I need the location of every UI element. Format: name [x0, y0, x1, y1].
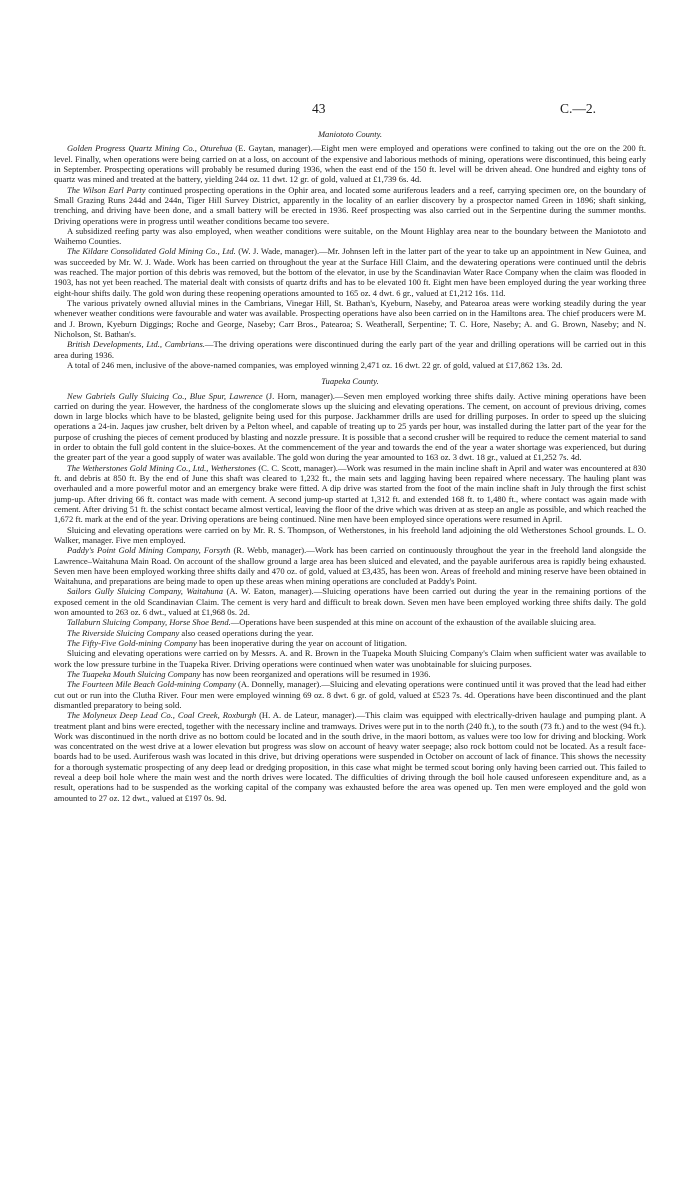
paragraph-text: —Operations have been suspended at this mine on account of the exhaustion of the available sluicing area. — [230, 617, 596, 628]
paragraph-text: continued prospecting operations in the Ophir area, and located some auriferous leaders and a reef, carrying specimen ore, on the boundary of Small Grazing Runs 244d and 244n, Tiger Hill Survey District, apparently in the locality of an earlier discovery by a prospector named Green in 1896; shaft sinking, trenching, and driving have been done, and a small battery will be erected in 1936. Reef prospecting was also carried out in the Serpentine during the summer months. Driving operations were in progress until weather conditions became too severe. — [54, 184, 646, 226]
paragraph — [54, 360, 646, 370]
company-name: The Kildare Consolidated Gold Mining Co., Ltd. — [67, 246, 236, 257]
paragraph-text: Sluicing and elevating operations were carried on by Messrs. A. and R. Brown in the Tuapeka Mouth Sluicing Company's Claim when sufficient water was available to work the low pressure turbine in the Tuapeka River. Driving operations were continued when water was unobtainable for sluicing purposes. — [54, 648, 646, 669]
paragraph — [54, 628, 646, 638]
company-name: The Molyneux Deep Lead Co., Coal Creek, Roxburgh — [67, 710, 257, 721]
paragraph-text: has been inoperative during the year on account of litigation. — [196, 638, 407, 648]
paragraph — [54, 617, 646, 627]
paragraph — [54, 339, 646, 360]
paragraph-text: (R. Webb, manager).—Work has been carried on continuously throughout the year in the freehold land alongside the Lawrence–Waitahuna Main Road. On account of the shallow ground a large area has been sluiced and elevated, and the payable auriferous area is rapidly being exhausted. Seven men have been employed working three shifts daily and 470 oz. of gold, valued at £3,435, has been won. Areas of freehold and mining reserve have been obtained in Waitahuna, and preparations are being made to open up these areas when mining operations are concluded at Paddy's Point. — [54, 545, 646, 587]
paragraph — [54, 679, 646, 710]
paragraph — [54, 226, 646, 247]
company-name: Tallaburn Sluicing Company, Horse Shoe Bend. — [67, 617, 231, 628]
paragraph-text: (C. C. Scott, manager).—Work was resumed in the main incline shaft in April and water was encountered at 830 ft. and debris at 850 ft. By the end of June this shaft was cleared to 1,232 ft., the main sets and lagging having been repaired where necessary. The hauling plant was overhauled and a more powerful motor and an emergency brake were fitted. A dip drive was started from the foot of the main incline shaft in July through the first schist jump-up. After driving 66 ft. contact was made with cement. A second jump-up started at 1,312 ft. and extended 168 ft. to 1,480 ft., where contact was again made with cement. After driving 51 ft. the schist contact became almost vertical, leaving the floor of the drive which was driven at as steep an angle as possible, and which reached the 1,672 ft. mark at the end of the year. Driving operations are being continued. Nine men have been employed since operations were resumed in April. — [54, 462, 646, 525]
paragraph-text: Sluicing and elevating operations were carried on by Mr. R. S. Thompson, of Wetherstones, in his freehold land adjoining the old Wetherstones School grounds. L. O. Walker, manager. Five men employed. — [54, 524, 646, 545]
company-name: The Fourteen Mile Beach Gold-mining Company — [67, 679, 236, 690]
paragraph — [54, 143, 646, 184]
section-reference: C.—2. — [560, 101, 597, 116]
paragraph-text: The various privately owned alluvial mines in the Cambrians, Vinegar Hill, St. Bathan's, Kyeburn, Naseby, and Patearoa areas were working steadily during the year whenever weather conditions were favourable and water was available. Prospecting operations have also been carried on in the Hamiltons area. The chief producers were M. and J. Brown, Kyeburn Diggings; Roche and George, Naseby; Carr Bros., Patearoa; S. Weatherall, Serpentine; T. C. Hore, Naseby; A. and G. Brown, Naseby; and N. Nicholson, St. Bathan's. — [54, 298, 646, 339]
company-name: The Fifty-Five Gold-mining Company — [67, 638, 197, 648]
paragraph — [54, 710, 646, 803]
paragraph-text: has now been reorganized and operations will be resumed in 1936. — [200, 668, 431, 679]
paragraph — [54, 298, 646, 339]
company-name: The Tuapeka Mouth Sluicing Company — [67, 668, 201, 679]
company-name: Sailors Gully Sluicing Company, Waitahuna — [67, 586, 224, 597]
company-name: The Wilson Earl Party — [67, 184, 146, 195]
paragraph — [54, 391, 646, 463]
paragraph — [54, 185, 646, 226]
company-name: Golden Progress Quartz Mining Co., Oturehua — [67, 143, 233, 154]
paragraph-text: A total of 246 men, inclusive of the above-named companies, was employed winning 2,471 oz. 16 dwt. 22 gr. of gold, valued at £17,862 13s. 2d. — [67, 359, 563, 370]
paragraph — [54, 525, 646, 546]
page-number: 43 — [312, 101, 326, 116]
paragraph-text: (J. Horn, manager).—Seven men employed working three shifts daily. Active mining operations have been carried on during the year. However, the hardness of the conglomerate slows up the sluicing and elevating operations. The cement, on account of previous driving, comes down in large blocks which have to be blasted, gelignite being used for this purpose. Jackhammer drills are used for drilling purposes. In order to speed up the sluicing operations a 24-in. Jaques jaw crusher, belt driven by a Pelton wheel, and capable of treating up to 25 yards per hour, was installed during the latter part of the year for the purpose of crushing the pieces of cement produced by blasting and nozzle pressure. It is possible that a second crusher will be required to reduce the cement material to sand in order to obtain the full gold content in the sluice-boxes. At the commencement of the year and towards the end of the year a water shortage was experienced, but during the greater part of the year a good supply of water was available. The gold won during the year amounted to 163 oz. 3 dwt. 18 gr., valued at £1,252 7s. 4d. — [54, 390, 646, 463]
company-name: The Wetherstones Gold Mining Co., Ltd., Wetherstones — [67, 462, 256, 473]
paragraph — [54, 246, 646, 298]
county-heading: Maniototo County. — [317, 129, 383, 139]
company-name: New Gabriels Gully Sluicing Co., Blue Spur, Lawrence — [67, 390, 263, 401]
paragraph — [54, 586, 646, 617]
paragraph-text: (E. Gaytan, manager).—Eight men were employed and operations were confined to taking out the ore on the 200 ft. level. Finally, when operations were being carried on at a loss, on account of the expensive and laborious methods of mining, operations were discontinued, this being early in September. Prospecting operations will probably be resumed during 1936, when the east end of the 150 ft. level will be driven ahead. One hundred and eighty tons of quartz was mined and treated at the battery, yielding 244 oz. 11 dwt. 12 gr. of gold, valued at £1,739 6s. 4d. — [54, 143, 647, 185]
paragraph — [54, 648, 646, 669]
paragraph — [54, 545, 646, 586]
paragraph-text: (H. A. de Lateur, manager).—This claim was equipped with electrically-driven haulage and pumping plant. A treatment plant and bins were erected, together with the necessary incline and tramways. Drives were put in to the north (240 ft.), to the south (73 ft.) and to the west (94 ft.). Work was discontinued in the north drive as no bottom could be located and in the south drive, in the maori bottom, as values were too low for driving and blocking. Work was concentrated on the west drive at a lower elevation but progress was slow on account of heavy water seepage; also rock bottom could not be located. As a result face-boards had to be used. Auriferous wash was located in this drive, but driving operations were suspended in October on account of lack of finance. This shows the necessity for a thorough systematic prospecting of any deep lead or dredging proposition, in this case what might be termed scout boring only having been carried out. This failed to reveal a deep boil hole where the main west and the north drives were located. The difficulties of driving through the boil hole caused unforeseen expenditure and, as a result, operations had to be suspended as the working capital of the company was exhausted before the area was opened up. Ten men were employed and the gold won amounted to 27 oz. 12 dwt., valued at £197 0s. 9d. — [54, 710, 646, 803]
document-body — [54, 127, 646, 803]
company-name: Paddy's Point Gold Mining Company, Forsyth — [67, 545, 231, 556]
company-name: The Riverside Sluicing Company — [67, 627, 180, 638]
paragraph — [54, 638, 646, 648]
paragraph-text: also ceased operations during the year. — [179, 627, 314, 638]
paragraph-text: (A. W. Eaton, manager).—Sluicing operations have been carried out during the year in the remaining portions of the exposed cement in the old Scandinavian Claim. The cement is very hard and difficult to break down. Seven men have been employed working three shifts daily. The gold won amounted to 263 oz. 6 dwt., valued at £1,968 0s. 2d. — [54, 586, 647, 618]
county-heading: Tuapeka County. — [321, 376, 379, 387]
paragraph-text: (A. Donnelly, manager).—Sluicing and elevating operations were continued until it was proved that the lead had either cut out or run into the Clutha River. Four men were employed winning 69 oz. 8 dwt. 6 gr. of gold, valued at £523 7s. 4d. Operations have been discontinued and the plant dismantled preparatory to being sold. — [54, 679, 646, 710]
company-name: British Developments, Ltd., Cambrians. — [67, 339, 205, 350]
paragraph-text: (W. J. Wade, manager).—Mr. Johnsen left in the latter part of the year to take up an appointment in New Guinea, and was succeeded by Mr. W. J. Wade. Work has been carried on throughout the year at the Surface Hill Claim, and the dewatering operations were continued until the debris was reached. The major portion of this debris was removed, but the bottom of the elevator, in use by the Scandinavian Water Race Company when the claim was flooded in 1903, has not yet been reached. The material dealt with consists of quartz drifts and has to be elevated 100 ft. Eight men have been employed during the year working three eight-hour shifts daily. The gold won during these reopening operations amounted to 165 oz. 4 dwt. 6 gr., valued at £1,212 16s. 11d. — [54, 246, 647, 298]
paragraph-text: —The driving operations were discontinued during the early part of the year and drilling operations will be carried out in this area during 1936. — [54, 339, 646, 360]
paragraph-text: A subsidized reefing party was also employed, when weather conditions were suitable, on the Mount Highlay area near to the boundary between the Maniototo and Waihemo Counties. — [54, 225, 646, 247]
paragraph — [54, 669, 646, 679]
paragraph — [54, 463, 646, 525]
